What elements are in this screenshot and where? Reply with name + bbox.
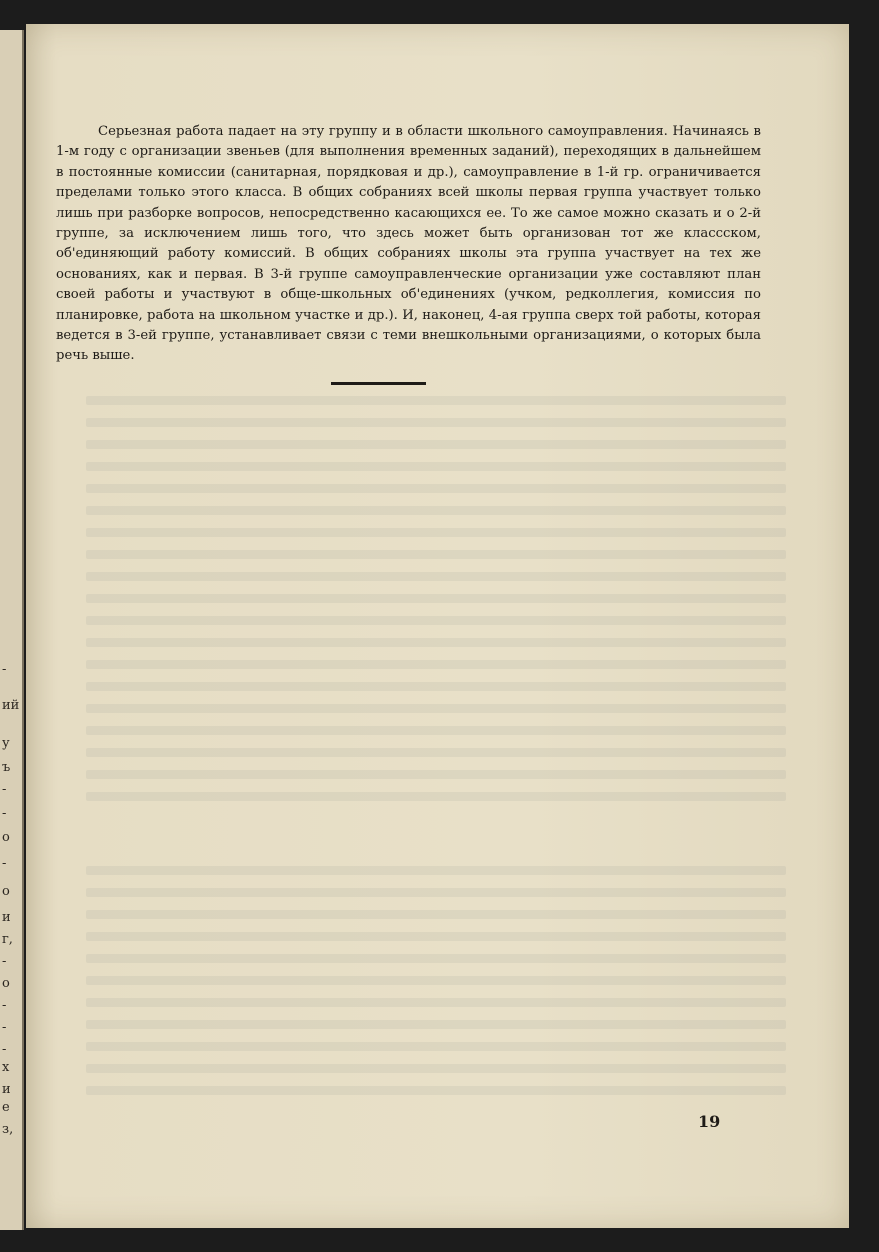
bleed-through-line <box>86 462 786 471</box>
bleed-through-line <box>86 998 786 1007</box>
bleed-through-line <box>86 1020 786 1029</box>
bleed-through-line <box>86 866 786 875</box>
previous-page-fragment: и <box>2 910 11 925</box>
previous-page-fragment: - <box>2 1042 7 1057</box>
previous-page-fragment: ъ <box>2 760 11 775</box>
previous-page-fragment: о <box>2 884 10 899</box>
bleed-through-line <box>86 910 786 919</box>
bleed-through-line <box>86 1064 786 1073</box>
previous-page-fragment: о <box>2 830 10 845</box>
bleed-through-line <box>86 660 786 669</box>
previous-page-fragment: ий <box>2 698 20 713</box>
bleed-through-line <box>86 770 786 779</box>
bleed-through-line <box>86 528 786 537</box>
previous-page-fragment: - <box>2 662 7 677</box>
previous-page-fragment: х <box>2 1060 10 1075</box>
bleed-through-line <box>86 616 786 625</box>
bleed-through-line <box>86 704 786 713</box>
bleed-through-line <box>86 1086 786 1095</box>
bleed-through-line <box>86 418 786 427</box>
page-number: 19 <box>698 1112 721 1131</box>
section-divider <box>331 382 426 385</box>
bleed-through-line <box>86 550 786 559</box>
bleed-through-line <box>86 506 786 515</box>
previous-page-fragment: - <box>2 806 7 821</box>
previous-page-fragment: - <box>2 954 7 969</box>
previous-page-fragment: з, <box>2 1122 14 1137</box>
previous-page-fragment: о <box>2 976 10 991</box>
previous-page-fragment: - <box>2 782 7 797</box>
bleed-through-line <box>86 792 786 801</box>
previous-page-fragment: у <box>2 736 10 751</box>
previous-page-fragment: е <box>2 1100 10 1115</box>
bleed-through-line <box>86 682 786 691</box>
previous-page-fragment: г, <box>2 932 13 947</box>
bleed-through-line <box>86 396 786 405</box>
bleed-through-line <box>86 572 786 581</box>
previous-page-fragment: - <box>2 1020 7 1035</box>
bleed-through-line <box>86 888 786 897</box>
bleed-through-line <box>86 976 786 985</box>
previous-page-fragment: и <box>2 1082 11 1097</box>
bleed-through-line <box>86 748 786 757</box>
bleed-through-line <box>86 440 786 449</box>
body-paragraph: Серьезная работа падает на эту группу и в области школьного самоуправления. Начинаясь в 1-м году с организации звеньев (для выполнения временных заданий), переходящих в дальнейшем в постоянные комиссии (санитарная, порядковая и др.), самоуправление в 1-й гр. ограничивается пределами только этого класса. В общих собраниях всей школы первая группа участвует только лишь при разборке вопросов, непосредственно касающихся ее. То же самое можно сказать и о 2-й группе, за исключением лишь того, что здесь может быть организован тот же классском, об'единяющий работу комиссий. В общих собраниях школы эта группа участвует на тех же основаниях, как и первая. В 3-й группе самоуправленческие организации уже составляют план своей работы и участвуют в обще-школьных об'единениях (учком, редколлегия, комиссия по планировке, работа на школьном участке и др.). И, наконец, 4-ая группа сверх той работы, которая ведется в 3-ей группе, устанавливает связи с теми внешкольными организациями, о которых была речь выше. <box>56 124 761 364</box>
previous-page-fragment: - <box>2 856 7 871</box>
bleed-through-line <box>86 1042 786 1051</box>
previous-page-edge <box>0 30 24 1230</box>
bleed-through-line <box>86 638 786 647</box>
bleed-through-line <box>86 726 786 735</box>
bleed-through-line <box>86 484 786 493</box>
bleed-through-line <box>86 594 786 603</box>
main-text-block <box>56 122 761 367</box>
bleed-through-line <box>86 932 786 941</box>
bleed-through-line <box>86 954 786 963</box>
previous-page-fragment: - <box>2 998 7 1013</box>
book-page <box>26 24 849 1228</box>
